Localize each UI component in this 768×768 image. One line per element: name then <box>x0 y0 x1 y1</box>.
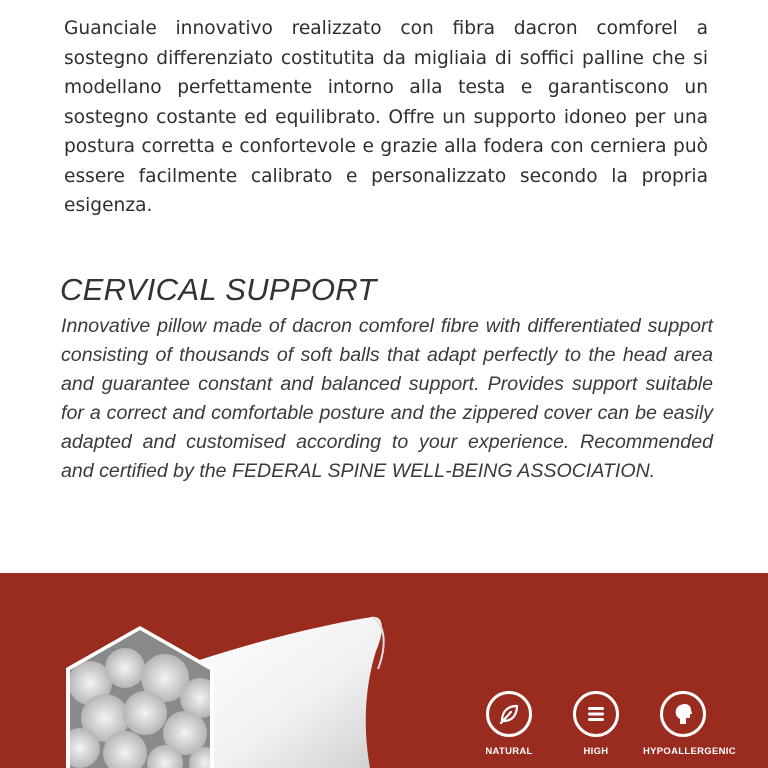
layers-icon <box>573 691 619 737</box>
leaf-icon <box>486 691 532 737</box>
head-profile-icon <box>660 691 706 737</box>
feature-hypoallergenic <box>643 691 736 757</box>
italian-description: Guanciale innovativo realizzato con fibra dacron comforel a sostegno differenziato costitutita da migliaia di soffici palline che si modellano perfettamente intorno alla testa e garantiscono un sostegno costante ed equilibrato. Offre un supporto idoneo per una postura corretta e confortevole e grazie alla fodera con cerniera può essere facilmente calibrato e personalizzato secondo la propria esigenza. <box>64 18 708 216</box>
feature-high <box>556 691 636 757</box>
english-description: Innovative pillow made of dacron comforel fibre with differentiated support consisting of thousands of soft balls that adapt perfectly to the head area and guarantee constant and balanced support. Provides support suitable for a correct and comfortable posture and the zippered cover can be easily adapted and customised according to your experience. Recommended and certified by the FEDERAL SPINE WELL-BEING ASSOCIATION. <box>61 315 713 482</box>
feature-label: HIGH <box>583 746 609 757</box>
feature-natural <box>469 691 549 757</box>
feature-label: HYPOALLERGENIC <box>643 746 736 757</box>
product-band <box>0 573 768 768</box>
english-heading: CERVICAL SUPPORT <box>60 272 377 307</box>
feature-label: NATURAL <box>485 746 533 757</box>
